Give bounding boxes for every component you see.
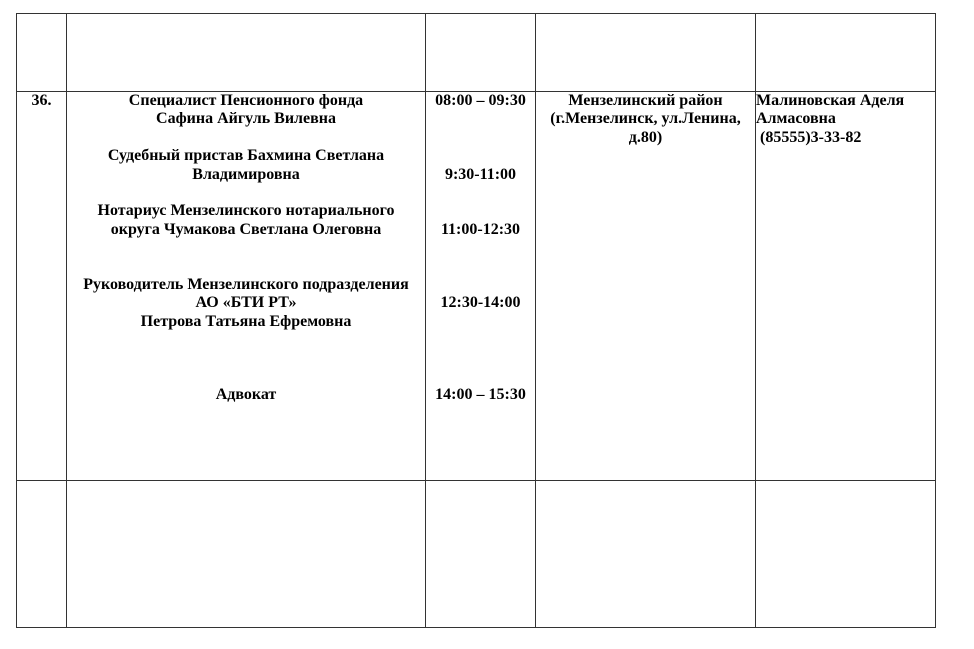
blank-line <box>426 331 535 349</box>
blank-line <box>426 110 535 128</box>
header-cell-contact <box>756 14 936 92</box>
blank-line <box>67 349 425 367</box>
blank-line <box>67 368 425 386</box>
blank-line <box>426 349 535 367</box>
blank-line <box>67 239 425 257</box>
blank-line <box>67 258 425 276</box>
cell-specialists <box>67 92 426 481</box>
header-cell-location <box>536 14 756 92</box>
location-line: д.80) <box>628 128 663 146</box>
specialist-line: Сафина Айгуль Вилевна <box>156 110 336 128</box>
blank-line <box>426 129 535 147</box>
blank-line <box>426 147 535 165</box>
specialist-line: Руководитель Мензелинского подразделения <box>83 275 409 293</box>
row-number: 36. <box>31 92 52 109</box>
blank-line <box>426 276 535 294</box>
blank-line <box>426 258 535 276</box>
empty-cell-contact <box>756 481 936 628</box>
blank-line <box>67 129 425 147</box>
specialist-line: Петрова Татьяна Ефремовна <box>140 312 352 330</box>
header-cell-number <box>17 14 67 92</box>
cell-contact <box>756 92 936 481</box>
blank-line <box>67 184 425 202</box>
location-line: Мензелинский район <box>568 92 723 109</box>
specialist-line: Владимировна <box>192 165 300 183</box>
location-line: (г.Мензелинск, ул.Ленина, <box>550 110 741 128</box>
time-slot: 9:30-11:00 <box>444 165 517 183</box>
empty-row <box>17 481 936 628</box>
cell-row-number <box>17 92 67 481</box>
time-slot: 12:30-14:00 <box>440 294 521 312</box>
contact-name-line: Алмасовна <box>756 110 836 128</box>
contact-name-line: Малиновская Аделя <box>756 92 905 109</box>
header-cell-specialists <box>67 14 426 92</box>
empty-cell-specialists <box>67 481 426 628</box>
blank-line <box>426 202 535 220</box>
blank-line <box>426 239 535 257</box>
cell-time-slots <box>426 92 536 481</box>
blank-line <box>426 184 535 202</box>
specialist-line: Судебный пристав Бахмина Светлана <box>107 147 385 165</box>
specialist-line: Нотариус Мензелинского нотариального <box>97 202 395 220</box>
specialist-line: Специалист Пенсионного фонда <box>128 92 364 109</box>
schedule-table <box>16 13 936 628</box>
entry-row <box>17 92 936 481</box>
contact-phone: (85555)3-33-82 <box>756 128 862 146</box>
time-slot: 14:00 – 15:30 <box>435 386 526 404</box>
time-slot: 08:00 – 09:30 <box>435 92 526 109</box>
empty-cell-number <box>17 481 67 628</box>
header-row <box>17 14 936 92</box>
specialist-line: АО «БТИ РТ» <box>195 294 297 312</box>
empty-cell-location <box>536 481 756 628</box>
blank-line <box>67 331 425 349</box>
blank-line <box>426 368 535 386</box>
blank-line <box>426 313 535 331</box>
time-slot: 11:00-12:30 <box>440 220 521 238</box>
specialist-line: округа Чумакова Светлана Олеговна <box>110 220 382 238</box>
cell-location <box>536 92 756 481</box>
header-cell-time <box>426 14 536 92</box>
specialist-line: Адвокат <box>215 386 277 404</box>
empty-cell-time <box>426 481 536 628</box>
